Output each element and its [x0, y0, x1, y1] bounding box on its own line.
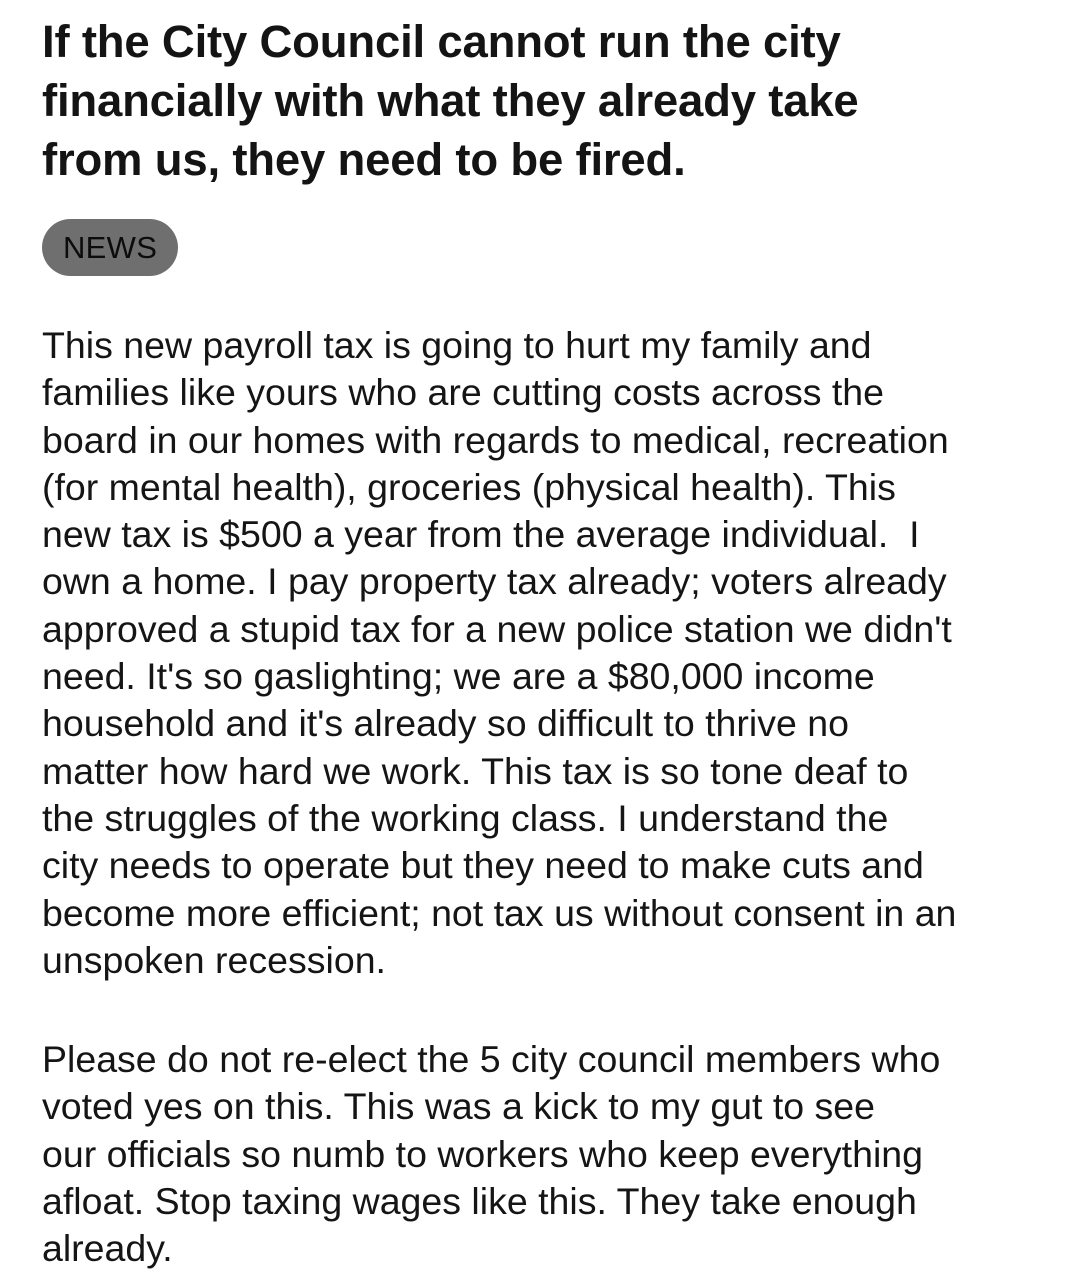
body-line: household and it's already so difficult to thrive no — [42, 702, 849, 745]
post-paragraph — [42, 1036, 1052, 1272]
body-line: board in our homes with regards to medical, recreation — [42, 418, 949, 461]
post-title-line: If the City Council cannot run the city — [42, 16, 841, 67]
body-line: need. It's so gaslighting; we are a $80,000 income — [42, 655, 875, 698]
news-flair-badge[interactable]: NEWS — [42, 219, 178, 276]
post-title-line: from us, they need to be fired. — [42, 134, 686, 185]
post — [42, 0, 1052, 1273]
body-line: the struggles of the working class. I understand the — [42, 796, 889, 839]
body-line: This new payroll tax is going to hurt my family and — [42, 324, 872, 366]
post-body — [42, 322, 1052, 1273]
post-paragraph — [42, 322, 1052, 984]
body-line: afloat. Stop taxing wages like this. They take enough — [42, 1180, 917, 1223]
body-line: (for mental health), groceries (physical health). This — [42, 465, 896, 508]
body-line: Please do not re-elect the 5 city council members who — [42, 1038, 941, 1081]
body-line: own a home. I pay property tax already; voters already — [42, 560, 947, 603]
body-line: our officials so numb to workers who keep everything — [42, 1132, 923, 1175]
body-line: families like yours who are cutting costs across the — [42, 371, 885, 414]
post-title[interactable] — [42, 0, 1052, 189]
body-line: already. — [42, 1227, 173, 1270]
body-line: approved a stupid tax for a new police station we didn't — [42, 607, 952, 650]
body-line: become more efficient; not tax us without consent in an — [42, 891, 957, 934]
body-line: unspoken recession. — [42, 938, 386, 981]
body-line: new tax is $500 a year from the average individual. I — [42, 513, 920, 556]
body-line: voted yes on this. This was a kick to my gut to see — [42, 1085, 876, 1128]
body-line: city needs to operate but they need to make cuts and — [42, 844, 924, 887]
post-title-line: financially with what they already take — [42, 75, 859, 126]
body-line: matter how hard we work. This tax is so tone deaf to — [42, 749, 909, 792]
